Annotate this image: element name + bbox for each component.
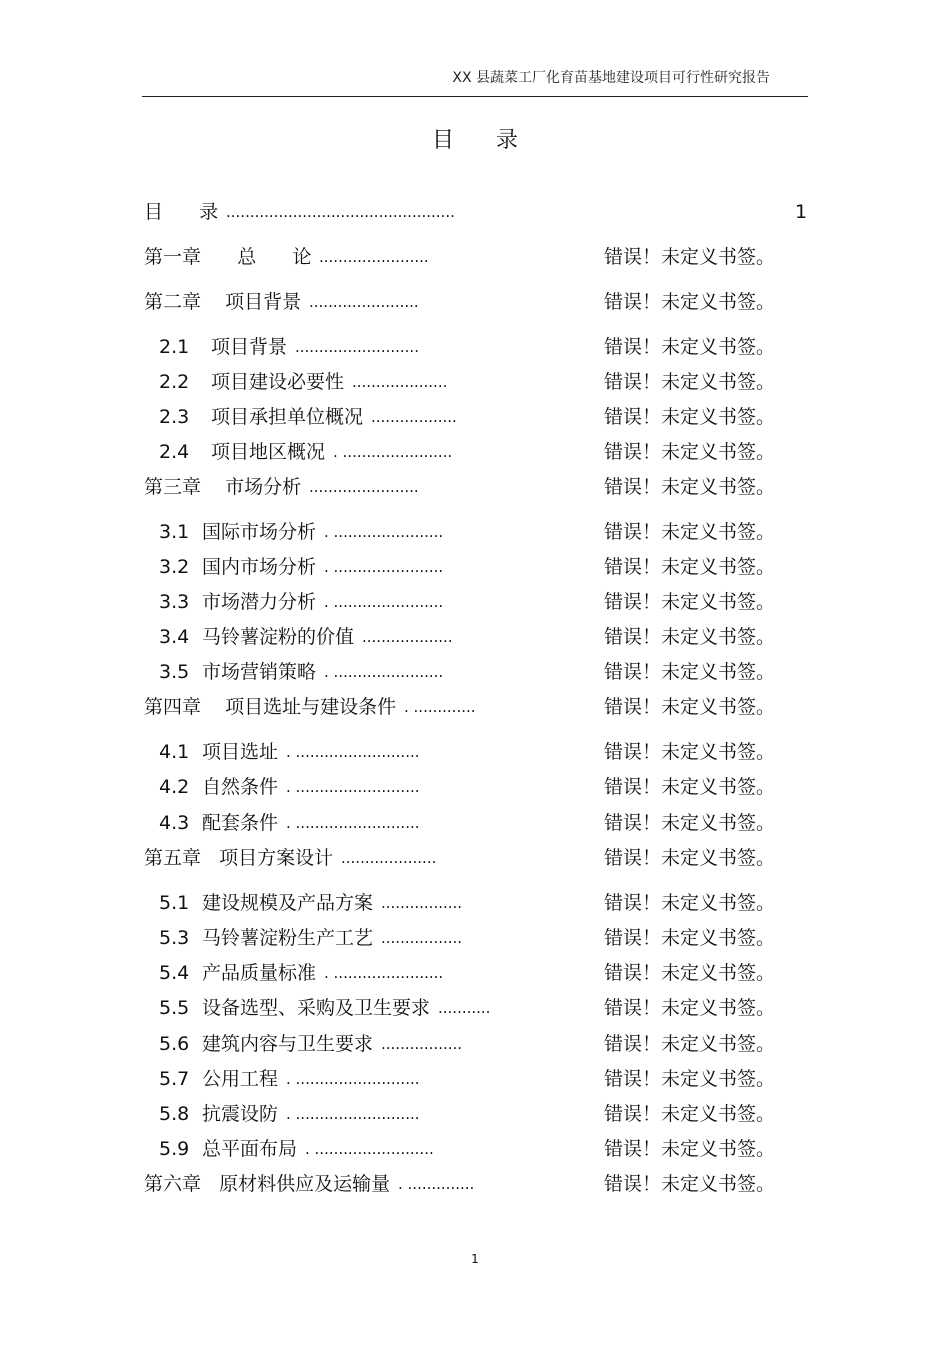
toc-entry[interactable] [0, 517, 950, 547]
toc-entry-title: 市场营销策略 [202, 661, 317, 683]
document-title: XX 县蔬菜工厂化育苗基地建设项目可行性研究报告 [452, 70, 770, 86]
toc-leader-dots: .................. [371, 408, 457, 426]
toc-entry-page: 错误！未定义书签。 [604, 892, 776, 914]
toc-leader-dots: . .......................... [286, 778, 420, 796]
toc-entry-title: 项目承担单位概况 [211, 406, 364, 428]
toc-entry-label: 第六章 原材料供应及运输量 [144, 1173, 391, 1195]
toc-entry-page: 错误！未定义书签。 [604, 441, 776, 463]
toc-entry[interactable] [0, 692, 950, 722]
toc-leader-dots: ........... [438, 999, 491, 1017]
toc-entry-page: 错误！未定义书签。 [604, 1033, 776, 1055]
toc-entry[interactable] [0, 1064, 950, 1094]
toc-entry-page: 错误！未定义书签。 [604, 521, 776, 543]
toc-entry[interactable] [0, 808, 950, 838]
toc-leader-dots: . .......................... [286, 743, 420, 761]
toc-entry[interactable] [0, 888, 950, 918]
toc-entry-number: 2.2 [159, 371, 190, 393]
toc-entry-number: 5.9 [159, 1138, 190, 1160]
toc-entry[interactable] [0, 1169, 950, 1199]
toc-entry-number: 3.5 [159, 661, 190, 683]
toc-leader-dots: . .............. [398, 1175, 475, 1193]
toc-entry[interactable] [0, 1029, 950, 1059]
toc-entry-title: 建筑内容与卫生要求 [202, 1033, 374, 1055]
toc-leader-dots: .................... [352, 373, 448, 391]
toc-entry[interactable] [0, 437, 950, 467]
toc-leader-dots: ....................... [319, 248, 429, 266]
toc-leader-dots: . ....................... [324, 523, 444, 541]
toc-leader-dots: . ....................... [324, 593, 444, 611]
toc-leader-dots: . ....................... [324, 558, 444, 576]
toc-entry[interactable] [0, 923, 950, 953]
toc-entry[interactable] [0, 622, 950, 652]
toc-entry-title: 马铃薯淀粉生产工艺 [202, 927, 374, 949]
toc-entry-title: 产品质量标准 [202, 962, 317, 984]
toc-entry-page: 错误！未定义书签。 [604, 1138, 776, 1160]
toc-entry-page: 错误！未定义书签。 [604, 336, 776, 358]
toc-entry-page: 错误！未定义书签。 [604, 291, 776, 313]
toc-entry[interactable] [0, 242, 950, 272]
toc-leader-dots: . .......................... [286, 814, 420, 832]
toc-entry-page: 错误！未定义书签。 [604, 371, 776, 393]
toc-leader-dots: ....................... [309, 293, 419, 311]
toc-entry-page: 错误！未定义书签。 [604, 1068, 776, 1090]
toc-entry-label: 第四章 项目选址与建设条件 [144, 696, 397, 718]
toc-entry-number: 2.1 [159, 336, 190, 358]
toc-entry-page: 错误！未定义书签。 [604, 962, 776, 984]
toc-entry[interactable] [0, 332, 950, 362]
toc-entry-page: 1 [795, 201, 808, 223]
toc-entry-page: 错误！未定义书签。 [604, 476, 776, 498]
toc-entry-page: 错误！未定义书签。 [604, 1103, 776, 1125]
toc-leader-dots: . ............. [404, 698, 476, 716]
toc-entry[interactable] [0, 552, 950, 582]
toc-entry-number: 2.3 [159, 406, 190, 428]
toc-leader-dots: ................... [362, 628, 453, 646]
toc-entry-page: 错误！未定义书签。 [604, 406, 776, 428]
toc-entry-page: 错误！未定义书签。 [604, 696, 776, 718]
toc-leader-dots: . ....................... [324, 964, 444, 982]
toc-entry-label: 第二章 项目背景 [144, 291, 302, 313]
toc-entry-number: 5.7 [159, 1068, 190, 1090]
toc-entry-page: 错误！未定义书签。 [604, 812, 776, 834]
toc-entry-number: 5.6 [159, 1033, 190, 1055]
toc-entry-title: 国内市场分析 [202, 556, 317, 578]
toc-entry[interactable] [0, 402, 950, 432]
toc-entry-title: 设备选型、采购及卫生要求 [202, 997, 431, 1019]
toc-heading: 目 录 [432, 128, 518, 153]
toc-entry-label: 第五章 项目方案设计 [144, 847, 334, 869]
toc-entry-label: 第一章 总 论 [144, 246, 312, 268]
toc-entry-page: 错误！未定义书签。 [604, 1173, 776, 1195]
toc-entry-title: 项目地区概况 [211, 441, 326, 463]
toc-entry[interactable] [0, 197, 950, 227]
toc-entry-number: 4.1 [159, 741, 190, 763]
toc-entry-page: 错误！未定义书签。 [604, 591, 776, 613]
toc-entry[interactable] [0, 737, 950, 767]
toc-entry-title: 项目建设必要性 [211, 371, 345, 393]
toc-leader-dots: . .......................... [286, 1105, 420, 1123]
toc-entry-page: 错误！未定义书签。 [604, 997, 776, 1019]
toc-entry-title: 国际市场分析 [202, 521, 317, 543]
toc-entry-title: 市场潜力分析 [202, 591, 317, 613]
toc-entry[interactable] [0, 472, 950, 502]
toc-entry-title: 配套条件 [202, 812, 279, 834]
toc-entry-page: 错误！未定义书签。 [604, 556, 776, 578]
toc-entry-label: 目 录 [144, 201, 219, 223]
toc-entry-page: 错误！未定义书签。 [604, 246, 776, 268]
toc-entry[interactable] [0, 657, 950, 687]
toc-entry-number: 5.1 [159, 892, 190, 914]
toc-entry-title: 公用工程 [202, 1068, 279, 1090]
toc-entry-title: 项目选址 [202, 741, 279, 763]
toc-entry[interactable] [0, 958, 950, 988]
toc-entry-number: 3.1 [159, 521, 190, 543]
toc-entry-page: 错误！未定义书签。 [604, 927, 776, 949]
toc-leader-dots: . ....................... [324, 663, 444, 681]
toc-entry-number: 3.3 [159, 591, 190, 613]
toc-entry[interactable] [0, 993, 950, 1023]
toc-entry-title: 抗震设防 [202, 1103, 279, 1125]
toc-entry-number: 2.4 [159, 441, 190, 463]
toc-entry-page: 错误！未定义书签。 [604, 741, 776, 763]
toc-entry-page: 错误！未定义书签。 [604, 626, 776, 648]
toc-leader-dots: . .......................... [286, 1070, 420, 1088]
toc-entry[interactable] [0, 1099, 950, 1129]
toc-entry-number: 5.4 [159, 962, 190, 984]
toc-leader-dots: ....................... [309, 478, 419, 496]
toc-entry[interactable] [0, 1134, 950, 1164]
toc-entry-number: 3.2 [159, 556, 190, 578]
toc-entry-number: 5.8 [159, 1103, 190, 1125]
toc-entry-number: 4.3 [159, 812, 190, 834]
toc-entry-number: 3.4 [159, 626, 190, 648]
toc-leader-dots: ................. [381, 1035, 463, 1053]
toc-entry-label: 第三章 市场分析 [144, 476, 302, 498]
toc-leader-dots: ................................................ [226, 203, 455, 221]
toc-entry-number: 4.2 [159, 776, 190, 798]
toc-entry-page: 错误！未定义书签。 [604, 776, 776, 798]
toc-entry[interactable] [0, 772, 950, 802]
toc-entry-page: 错误！未定义书签。 [604, 847, 776, 869]
toc-entry-number: 5.3 [159, 927, 190, 949]
toc-leader-dots: ................. [381, 894, 463, 912]
toc-entry[interactable] [0, 587, 950, 617]
toc-entry-title: 自然条件 [202, 776, 279, 798]
toc-leader-dots: ................. [381, 929, 463, 947]
toc-entry-title: 总平面布局 [202, 1138, 298, 1160]
toc-entry[interactable] [0, 843, 950, 873]
toc-leader-dots: . ....................... [333, 443, 453, 461]
toc-entry-title: 项目背景 [211, 336, 288, 358]
toc-entry-title: 马铃薯淀粉的价值 [202, 626, 355, 648]
page-number: 1 [471, 1252, 479, 1266]
toc-entry-title: 建设规模及产品方案 [202, 892, 374, 914]
toc-entry-number: 5.5 [159, 997, 190, 1019]
toc-entry-page: 错误！未定义书签。 [604, 661, 776, 683]
toc-leader-dots: .................... [341, 849, 437, 867]
toc-leader-dots: .......................... [295, 338, 419, 356]
toc-entry[interactable] [0, 287, 950, 317]
toc-entry[interactable] [0, 367, 950, 397]
toc-leader-dots: . ......................... [305, 1140, 434, 1158]
